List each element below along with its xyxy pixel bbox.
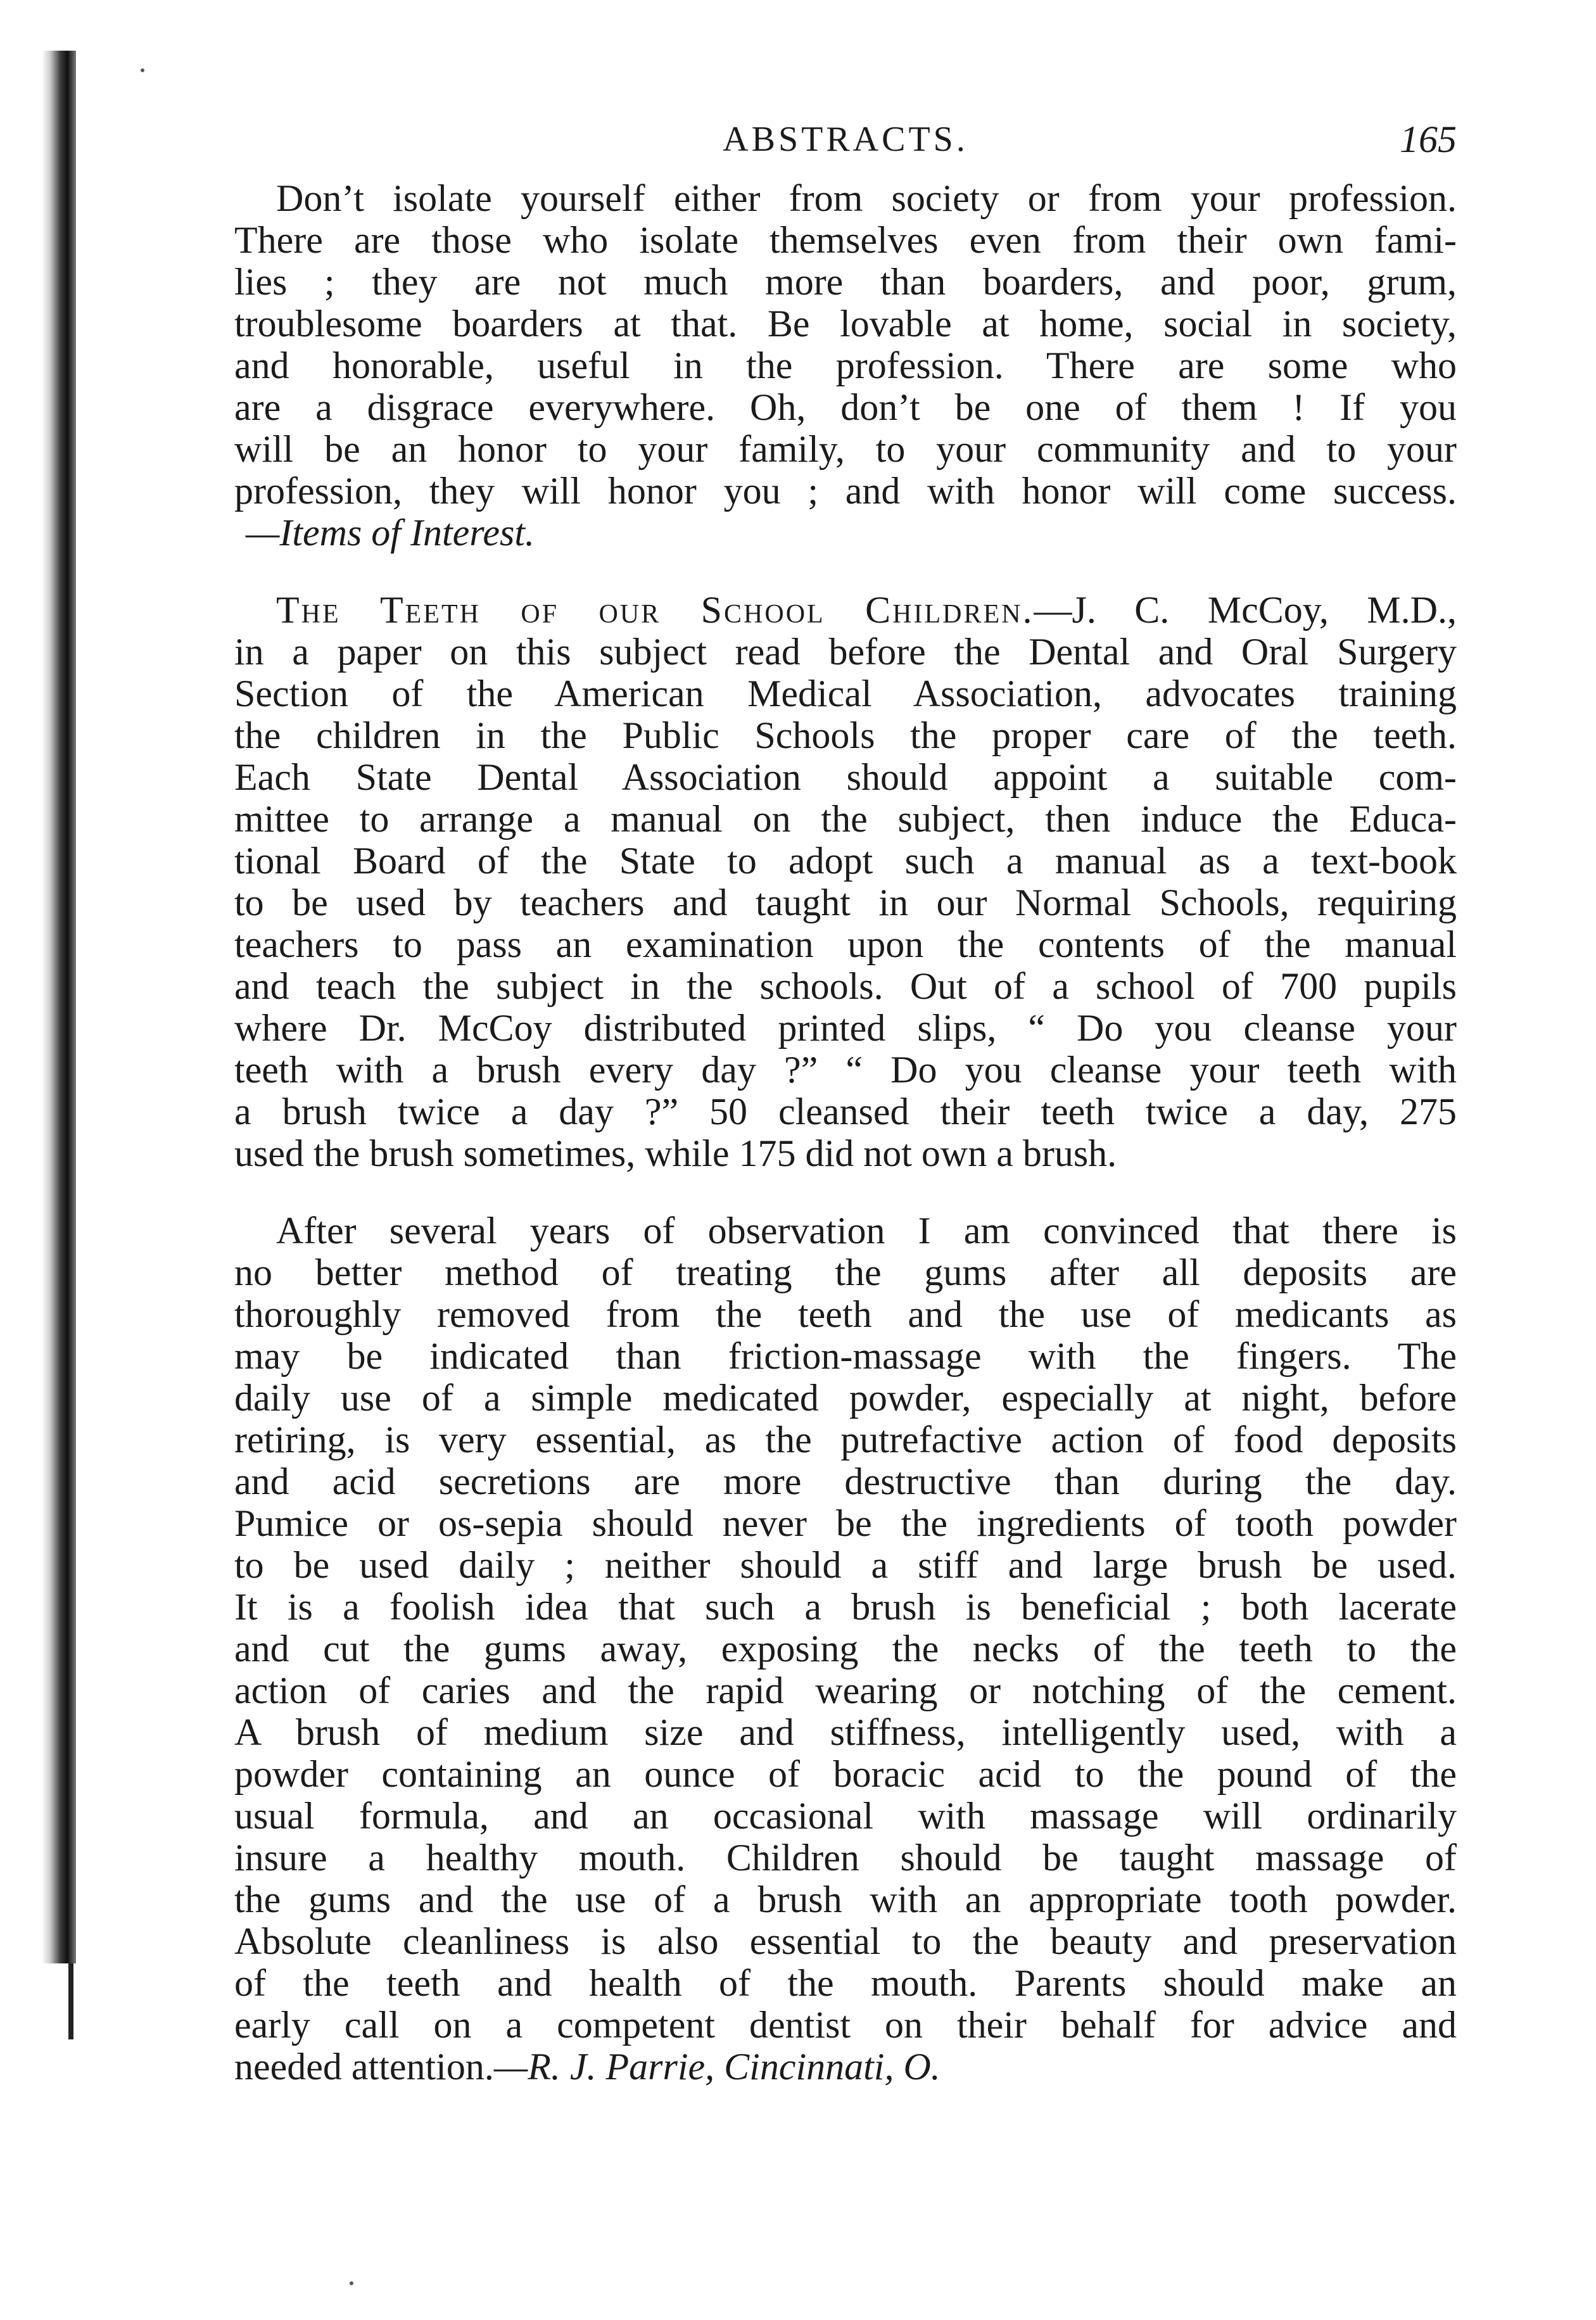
- text-line: to be used by teachers and taught in our Normal Schools, requiring: [234, 882, 1457, 923]
- text-line: to be used daily ; neither should a stiff and large brush be used.: [234, 1544, 1457, 1586]
- scan-speck: [141, 68, 144, 72]
- text-line: retiring, is very essential, as the putrefactive action of food deposits: [234, 1419, 1457, 1461]
- text-line: mittee to arrange a manual on the subject, then induce the Educa-: [234, 798, 1457, 840]
- page-number: 165: [1400, 118, 1457, 160]
- text-line: lies ; they are not much more than boarders, and poor, grum,: [234, 261, 1457, 303]
- text-line: daily use of a simple medicated powder, especially at night, before: [234, 1377, 1457, 1419]
- text-line: profession, they will honor you ; and with honor will come success.: [234, 470, 1457, 512]
- text-line: tional Board of the State to adopt such a manual as a text-book: [234, 840, 1457, 882]
- text-line: troublesome boarders at that. Be lovable at home, social in society,: [234, 303, 1457, 345]
- text-line: may be indicated than friction-massage with the fingers. The: [234, 1335, 1457, 1377]
- text-line: teachers to pass an examination upon the contents of the manual: [234, 923, 1457, 965]
- text-line: a brush twice a day ?” 50 cleansed their teeth twice a day, 275: [234, 1091, 1457, 1132]
- text-line: and cut the gums away, exposing the necks of the teeth to the: [234, 1628, 1457, 1670]
- text-line: in a paper on this subject read before the Dental and Oral Surgery: [234, 631, 1457, 673]
- text-line: teeth with a brush every day ?” “ Do you cleanse your teeth with: [234, 1049, 1457, 1091]
- text-line: Each State Dental Association should appoint a suitable com-: [234, 756, 1457, 798]
- text-line: [234, 2046, 1457, 2088]
- text-line: action of caries and the rapid wearing or notching of the cement.: [234, 1670, 1457, 1711]
- text-line: early call on a competent dentist on their behalf for advice and: [234, 2004, 1457, 2046]
- text-line: and acid secretions are more destructive than during the day.: [234, 1461, 1457, 1502]
- text-line: Pumice or os-sepia should never be the ingredients of tooth powder: [234, 1502, 1457, 1544]
- text-line: [234, 589, 1457, 631]
- paragraph-gum-treatment: [234, 1210, 1457, 2088]
- text-line: Don’t isolate yourself either from society or from your profession.: [276, 177, 1457, 219]
- running-head: [234, 114, 1457, 177]
- text-line: used the brush sometimes, while 175 did not own a brush.: [234, 1132, 1117, 1174]
- section-heading: The Teeth of our School Children.: [276, 589, 1034, 631]
- scan-speck: [350, 2281, 353, 2285]
- text-line: Section of the American Medical Association, advocates training: [234, 673, 1457, 714]
- text-line: usual formula, and an occasional with massage will ordinarily: [234, 1795, 1457, 1837]
- text-line: powder containing an ounce of boracic acid to the pound of the: [234, 1753, 1457, 1795]
- text-line: the children in the Public Schools the proper care of the teeth.: [234, 714, 1457, 756]
- text-line: Absolute cleanliness is also essential to the beauty and preservation: [234, 1920, 1457, 1962]
- text-line: of the teeth and health of the mouth. Parents should make an: [234, 1962, 1457, 2004]
- paragraph-school-children: [234, 589, 1457, 1174]
- signature: —Items of Interest.: [246, 512, 535, 554]
- binding-edge: [42, 51, 76, 1963]
- running-title: ABSTRACTS.: [723, 120, 968, 159]
- text-line: and honorable, useful in the profession. There are some who: [234, 345, 1457, 386]
- page: [234, 114, 1457, 2088]
- paragraph-isolation: [234, 177, 1457, 554]
- text-line: and teach the subject in the schools. Out of a school of 700 pupils: [234, 965, 1457, 1007]
- text-line: thoroughly removed from the teeth and the use of medicants as: [234, 1293, 1457, 1335]
- text-line-rest: —J. C. McCoy, M.D.,: [1034, 589, 1457, 631]
- text-line: will be an honor to your family, to your community and to your: [234, 428, 1457, 470]
- signature: —R. J. Parrie, Cincinnati, O.: [493, 2046, 940, 2088]
- text-line: It is a foolish idea that such a brush is beneficial ; both lacerate: [234, 1586, 1457, 1628]
- text-line: There are those who isolate themselves even from their own fami-: [234, 219, 1457, 261]
- text-line: insure a healthy mouth. Children should be taught massage of: [234, 1837, 1457, 1879]
- text-line-start: needed attention.: [234, 2046, 494, 2088]
- binding-edge-lower: [68, 1963, 73, 2039]
- text-line: no better method of treating the gums after all deposits are: [234, 1252, 1457, 1293]
- text-line: the gums and the use of a brush with an appropriate tooth powder.: [234, 1879, 1457, 1920]
- text-line: After several years of observation I am convinced that there is: [276, 1210, 1457, 1252]
- text-line: where Dr. McCoy distributed printed slips, “ Do you cleanse your: [234, 1007, 1457, 1049]
- text-line: are a disgrace everywhere. Oh, don’t be one of them ! If you: [234, 386, 1457, 428]
- text-line: A brush of medium size and stiffness, intelligently used, with a: [234, 1711, 1457, 1753]
